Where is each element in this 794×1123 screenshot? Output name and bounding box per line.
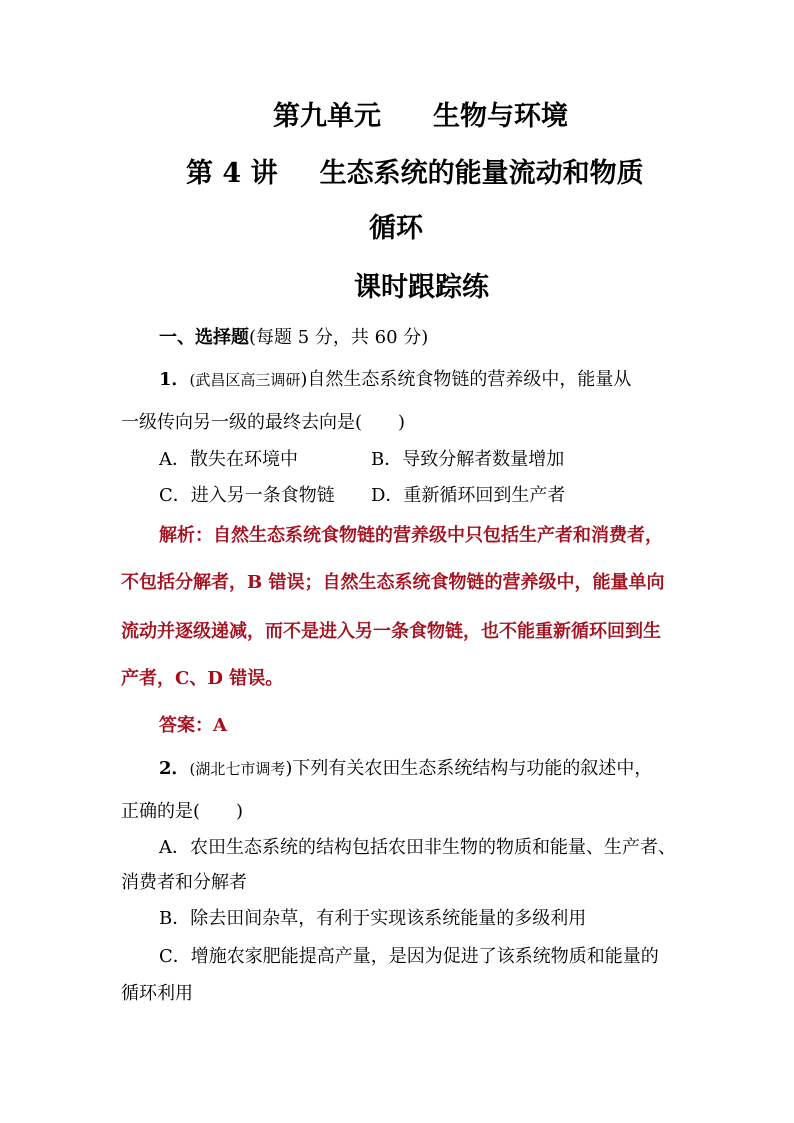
q1-analysis-colon: ： [195, 525, 213, 546]
q1-analysis-line-4 [121, 667, 283, 691]
q2-number: 2． [159, 758, 190, 779]
q1-number: 1． [159, 369, 190, 390]
unit-number: 第九单元 [273, 101, 381, 132]
q1-option-a: A．散失在环境中 [159, 449, 298, 470]
q1-option-b: B．导致分解者数量增加 [371, 449, 565, 470]
q1-stem-line-2: 一级传向另一级的最终去向是( ) [121, 412, 406, 433]
q2-stem-line-1 [159, 757, 652, 781]
section-heading [159, 326, 428, 350]
q1-analysis-line-2 [121, 571, 664, 595]
lecture-topic-line-2: 循环 [369, 213, 423, 244]
page-subtitle: 课时跟踪练 [354, 272, 489, 303]
section-heading-note: (每题 5 分，共 60 分) [249, 327, 429, 348]
q2-source: (湖北七市调考 [189, 760, 286, 778]
q1-option-c: C．进入另一条食物链 [159, 485, 335, 506]
q1-stem-part-1: )自然生态系统食物链的营养级中，能量从 [300, 369, 632, 390]
q1-analysis-text-3: 流动并逐级递减，而不是进入另一条食物链，也不能重新循环回到生 [121, 621, 661, 642]
section-heading-label: 一、选择题 [159, 327, 249, 348]
q1-analysis-text-2c: 错误；自然生态系统食物链的营养级中，能量单向 [262, 572, 665, 593]
q1-analysis-label: 解析 [159, 525, 195, 546]
q1-analysis-text-4c: 错误。 [222, 668, 284, 689]
q2-option-a-line-1: A．农田生态系统的结构包括农田非生物的物质和能量、生产者、 [159, 837, 676, 858]
q1-stem-line-1 [159, 368, 631, 392]
q2-option-a-line-2: 消费者和分解者 [121, 872, 247, 893]
q1-analysis-text-1: 自然生态系统食物链的营养级中只包括生产者和消费者， [213, 525, 663, 546]
q1-analysis-text-2b: B [247, 572, 263, 593]
q2-stem-line-2: 正确的是( ) [121, 801, 244, 822]
q1-source: (武昌区高三调研 [189, 371, 301, 389]
unit-title [273, 100, 568, 134]
q1-analysis-text-2a: 不包括分解者， [121, 572, 247, 593]
q1-answer-value: A [213, 715, 227, 736]
q2-option-c-line-1: C．增施农家肥能提高产量，是因为促进了该系统物质和能量的 [159, 946, 659, 967]
q1-answer-label: 答案： [159, 715, 213, 736]
unit-topic: 生物与环境 [433, 101, 568, 132]
q1-analysis-text-4b: C、D [175, 668, 223, 689]
q2-option-b: B．除去田间杂草，有利于实现该系统能量的多级利用 [159, 908, 587, 929]
q1-answer [159, 714, 227, 738]
lecture-topic-line-1: 生态系统的能量流动和物质 [319, 158, 644, 189]
lecture-number: 第 4 讲 [186, 158, 278, 189]
q2-stem-part-1: )下列有关农田生态系统结构与功能的叙述中， [285, 758, 653, 779]
q1-analysis-line-1 [159, 524, 663, 548]
lecture-title [186, 157, 644, 191]
q2-option-c-line-2: 循环利用 [121, 983, 193, 1004]
q1-analysis-line-3 [121, 620, 661, 644]
q1-option-d: D．重新循环回到生产者 [371, 485, 566, 506]
q1-analysis-text-4a: 产者， [121, 668, 175, 689]
